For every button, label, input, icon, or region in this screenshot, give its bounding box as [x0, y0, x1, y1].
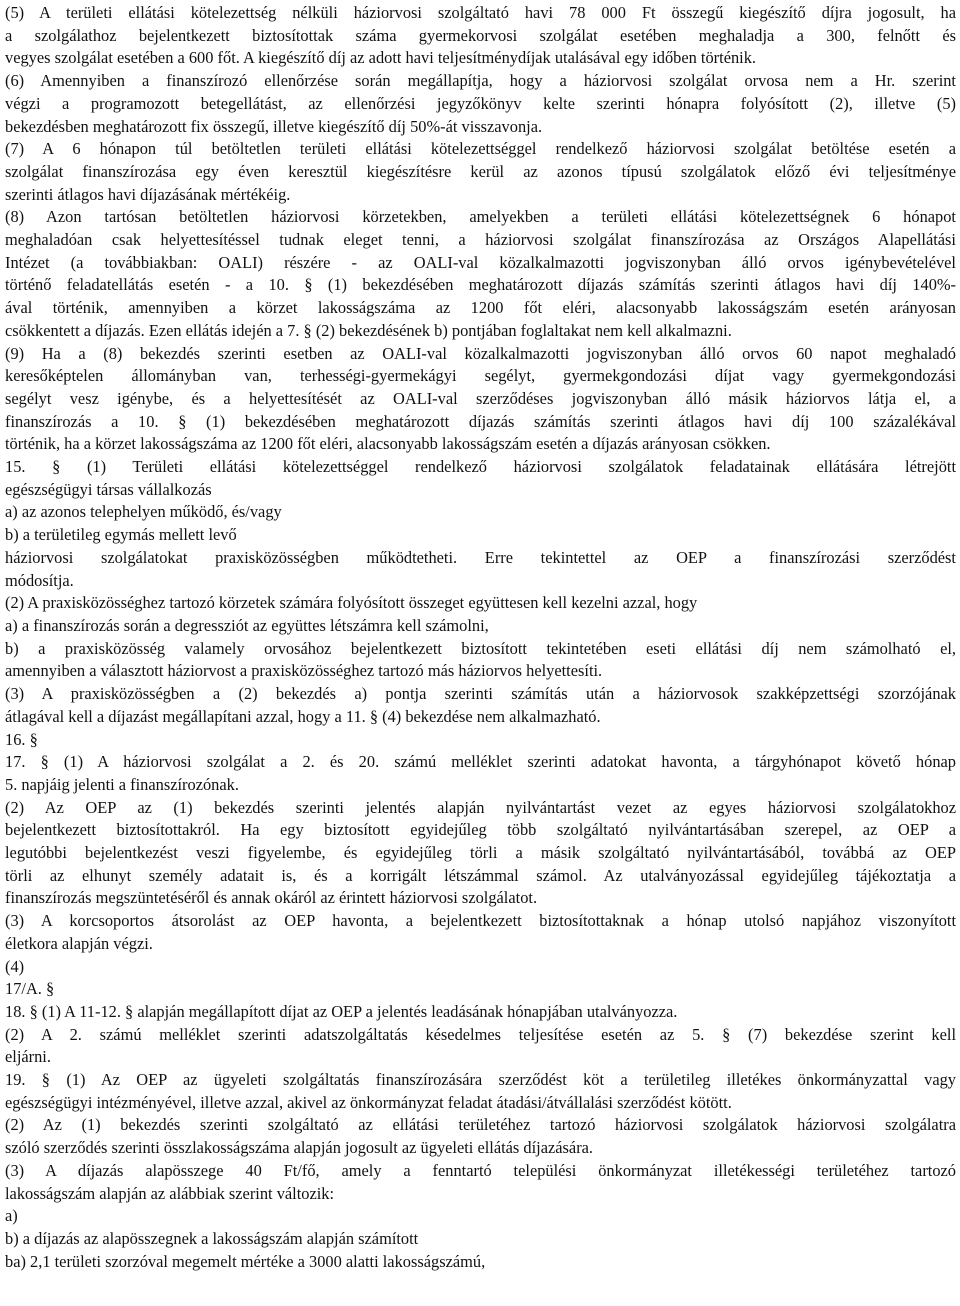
text-line: ba) 2,1 területi szorzóval megemelt mértéke a 3000 alatti lakosságszámú,: [5, 1251, 486, 1271]
text-line: 17/A. §: [5, 979, 55, 999]
text-line: meghaladóan csak helyettesítéssel tudnak eleget tenni, a háziorvosi szolgálat finanszírozása az Országos Alapellátási: [5, 230, 956, 250]
text-line: finanszírozás megszüntetéséről és annak okáról az érintett háziorvosi szolgálatot.: [5, 888, 538, 908]
text-line: szerinti átlagos havi díjazásának mértékéig.: [5, 184, 291, 204]
text-line: történik, ha a körzet lakosságszáma az 1200 főt eléri, alacsonyabb lakosságszám esetén a díjazás arányosan csökken.: [5, 434, 771, 454]
text-line: végzi a programozott betegellátást, az ellenőrzési jegyzőkönyv kelte szerinti hónapra folyósított (2), illetve (5): [5, 93, 956, 113]
text-line: egészségügyi társas vállalkozás: [5, 479, 212, 499]
text-line: amennyiben a választott háziorvost a praxisközösséghez tartozó más háziorvos helyettesíti.: [5, 661, 603, 681]
text-line: történő feladatellátás esetén - a 10. § (1) bekezdésében meghatározott díjazás számítás szerinti átlagos havi díj 140%-: [5, 275, 956, 295]
text-line: 16. §: [5, 729, 38, 749]
text-line: módosítja.: [5, 570, 74, 590]
text-line: lakosságszám alapján az alábbiak szerint változik:: [5, 1183, 335, 1203]
text-line: 19. § (1) Az OEP az ügyeleti szolgáltatás finanszírozására szerződést köt a területileg illetékes önkormányzattal vagy: [5, 1070, 956, 1090]
text-line: (6) Amennyiben a finanszírozó ellenőrzése során megállapítja, hogy a háziorvosi szolgálat orvosa nem a Hr. szerint: [5, 71, 956, 91]
text-line: (2) A praxisközösséghez tartozó körzetek számára folyósított összeget együttesen kell kezelni azzal, hogy: [5, 593, 698, 613]
text-line: bejelentkezett biztosítottakról. Ha egy biztosított egyidejűleg több szolgáltató nyilvántartásában szerepel, az OEP a: [5, 820, 956, 840]
text-line: (4): [5, 956, 25, 976]
text-line: (3) A díjazás alapösszege 40 Ft/fő, amely a fenntartó települési önkormányzat illetékességi területéhez tartozó: [5, 1160, 956, 1180]
text-line: b) a díjazás az alapösszegnek a lakosságszám alapján számított: [5, 1228, 419, 1248]
text-line: bekezdésben meghatározott fix összegű, illetve kiegészítő díj 50%-át visszavonja.: [5, 116, 543, 136]
text-line: törli az elhunyt személy adatait is, és a korrigált létszámmal számol. Az utalványozással egyidejűleg tájékoztatja a: [5, 865, 956, 885]
text-line: (3) A korcsoportos átsorolást az OEP havonta, a bejelentkezett biztosítottaknak a hónap utolsó napjához viszonyított: [5, 911, 956, 931]
text-line: (2) Az (1) bekezdés szerinti szolgáltató az ellátási területéhez tartozó háziorvosi szolgálatok háziorvosi szolgálatra: [5, 1115, 956, 1135]
text-line: (9) Ha a (8) bekezdés szerinti esetben az OALI-val közalkalmazotti jogviszonyban álló orvos 60 napot meghaladó: [5, 343, 956, 363]
text-line: a) a finanszírozás során a degressziót az együttes létszámra kell számolni,: [5, 615, 489, 635]
text-line: 5. napjáig jelenti a finanszírozónak.: [5, 774, 239, 794]
text-line: (5) A területi ellátási kötelezettség nélküli háziorvosi szolgáltató havi 78 000 Ft összegű kiegészítő díjra jogosult, ha: [5, 3, 956, 22]
text-line: finanszírozás a 10. § (1) bekezdésében meghatározott díjazás számítás szerinti átlagos havi díj 100 százalékával: [5, 411, 956, 431]
text-line: keresőképtelen állományban van, terhességi-gyermekágyi segélyt, gyermekgondozási díjat vagy gyermekgondozási: [5, 366, 956, 386]
text-line: (8) Azon tartósan betöltetlen háziorvosi körzetekben, amelyekben a területi ellátási kötelezettségnek 6 hónapot: [5, 207, 956, 227]
text-line: eljárni.: [5, 1047, 51, 1067]
text-line: 17. § (1) A háziorvosi szolgálat a 2. és 20. számú melléklet szerinti adatokat havonta, a tárgyhónapot követő hónap: [5, 752, 956, 772]
text-line: ával történik, amennyiben a körzet lakosságszáma az 1200 főt eléri, alacsonyabb lakosságszám esetén arányosan: [5, 298, 956, 318]
text-line: (3) A praxisközösségben a (2) bekezdés a) pontja szerinti számítás után a háziorvosok szakképzettségi szorzójának: [5, 684, 956, 704]
text-line: háziorvosi szolgálatokat praxisközösségben működtetheti. Erre tekintettel az OEP a finanszírozási szerződést: [5, 547, 956, 567]
text-line: b) a területileg egymás mellett levő: [5, 525, 237, 545]
text-line: egészségügyi intézményével, illetve azzal, akivel az önkormányzat feladat átadási/átvállalási szerződést kötött.: [5, 1092, 732, 1112]
text-line: 15. § (1) Területi ellátási kötelezettséggel rendelkező háziorvosi szolgálatok feladatainak ellátására létrejött: [5, 457, 956, 477]
text-line: Intézet (a továbbiakban: OALI) részére - az OALI-val közalkalmazotti jogviszonyban álló orvos igénybevételével: [5, 252, 956, 272]
text-line: a szolgálathoz bejelentkezett biztosítottak száma gyermekorvosi szolgálat esetében meghaladja a 300, felnőtt és: [5, 25, 956, 45]
text-line: a) az azonos telephelyen működő, és/vagy: [5, 502, 282, 522]
text-line: átlagával kell a díjazást megállapítani azzal, hogy a 11. § (4) bekezdése nem alkalmazható.: [5, 706, 601, 726]
text-line: szolgálat finanszírozása egy éven keresztül kiegészítésre kerül az azonos típusú szolgálatok előző évi teljesítménye: [5, 161, 956, 181]
text-line: a): [5, 1206, 18, 1226]
text-line: (2) Az OEP az (1) bekezdés szerinti jelentés alapján nyilvántartást vezet az egyes háziorvosi szolgálatokhoz: [5, 797, 956, 817]
text-line: vegyes szolgálat esetében a 600 főt. A kiegészítő díj az adott havi teljesítménydíjak utalásával egy időben történik.: [5, 48, 757, 68]
text-line: b) a praxisközösség valamely orvosához bejelentkezett biztosított tekintetében eseti ellátási díj nem számolható el,: [5, 638, 956, 658]
text-line: (7) A 6 hónapon túl betöltetlen területi ellátási kötelezettséggel rendelkező háziorvosi szolgálat betöltése esetén a: [5, 139, 956, 159]
text-line: csökkentett a díjazás. Ezen ellátás idején a 7. § (2) bekezdésének b) pontjában foglaltakat nem kell alkalmazni.: [5, 320, 732, 340]
text-line: 18. § (1) A 11-12. § alapján megállapított díjat az OEP a jelentés leadásának hónapjában utalványozza.: [5, 1001, 678, 1021]
text-line: (2) A 2. számú melléklet szerinti adatszolgáltatás késedelmes teljesítése esetén az 5. § (7) bekezdése szerint kell: [5, 1024, 956, 1044]
text-line: életkora alapján végzi.: [5, 933, 153, 953]
text-line: legutóbbi bejelentkezést veszi figyelembe, és egyidejűleg törli a másik szolgáltató nyilvántartásából, továbbá az OEP: [5, 843, 956, 863]
text-line: segélyt vesz igénybe, és a helyettesítését az OALI-val szerződéses jogviszonyban álló másik háziorvos látja el, a: [5, 388, 956, 408]
text-line: szóló szerződés szerinti összlakosságszáma alapján jogosult az ügyeleti ellátás díjazására.: [5, 1138, 594, 1158]
